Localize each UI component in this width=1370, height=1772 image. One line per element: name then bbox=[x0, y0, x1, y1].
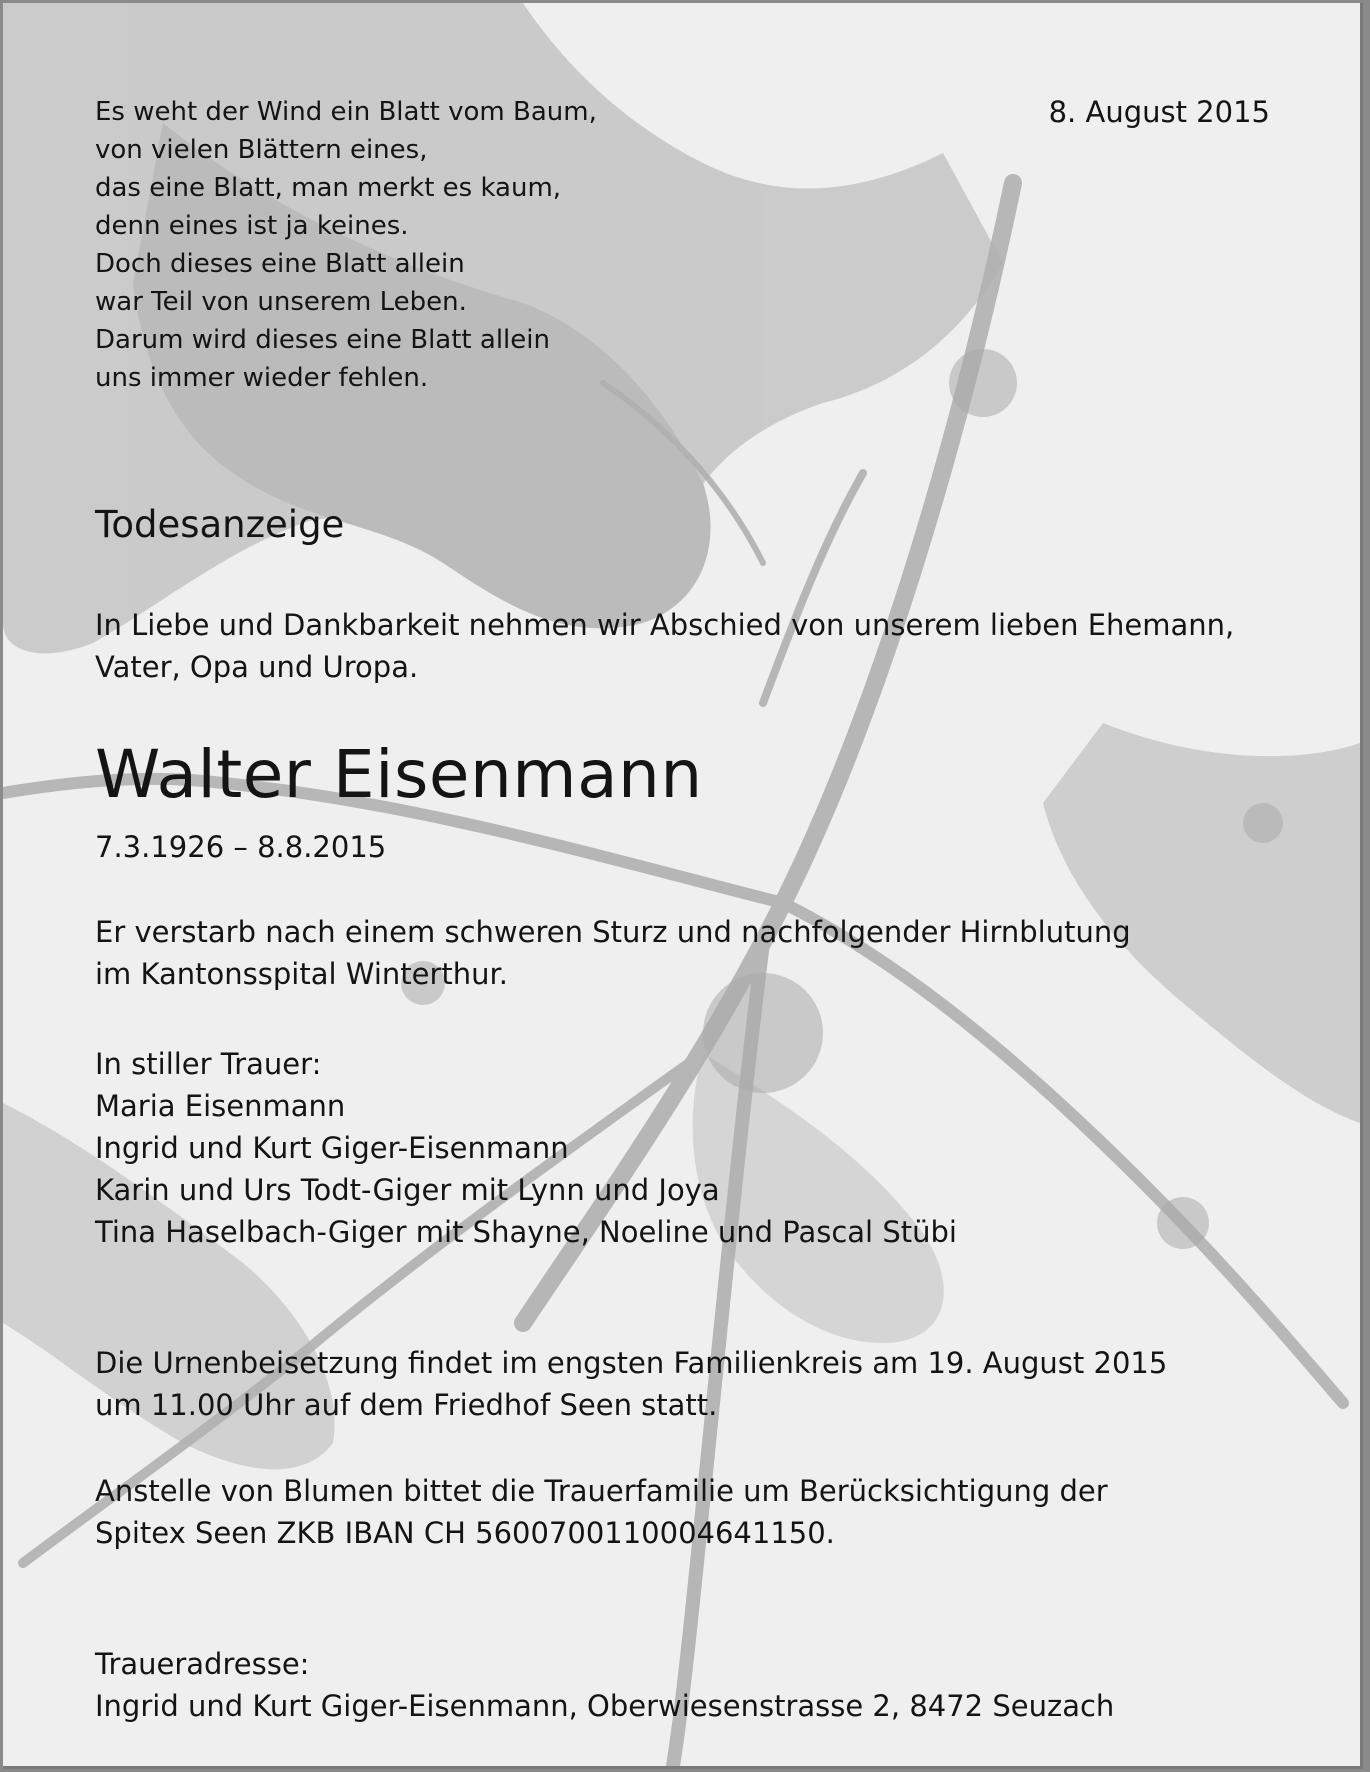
mourner-item: Karin und Urs Todt-Giger mit Lynn und Joya bbox=[95, 1173, 720, 1207]
donation-paragraph bbox=[95, 1470, 1108, 1554]
deceased-name: Walter Eisenmann bbox=[95, 736, 703, 813]
poem-line: Darum wird dieses eine Blatt allein bbox=[95, 325, 550, 355]
intro-paragraph bbox=[95, 604, 1234, 688]
poem-line: uns immer wieder fehlen. bbox=[95, 363, 429, 393]
page-title: Todesanzeige bbox=[95, 503, 345, 546]
address-line: Ingrid und Kurt Giger-Eisenmann, Oberwiesenstrasse 2, 8472 Seuzach bbox=[95, 1689, 1115, 1723]
burial-paragraph bbox=[95, 1342, 1167, 1426]
donation-line: Spitex Seen ZKB IBAN CH 5600700110004641150. bbox=[95, 1516, 835, 1550]
intro-line: In Liebe und Dankbarkeit nehmen wir Abschied von unserem lieben Ehemann, bbox=[95, 608, 1235, 642]
burial-line: Die Urnenbeisetzung findet im engsten Familienkreis am 19. August 2015 bbox=[95, 1346, 1168, 1380]
poem bbox=[95, 93, 597, 397]
obituary-page bbox=[3, 3, 1363, 1769]
poem-line: Doch dieses eine Blatt allein bbox=[95, 249, 465, 279]
mourner-item: Maria Eisenmann bbox=[95, 1089, 346, 1123]
publication-date: 8. August 2015 bbox=[1048, 95, 1270, 129]
intro-line: Vater, Opa und Uropa. bbox=[95, 650, 419, 684]
mourner-item: Ingrid und Kurt Giger-Eisenmann bbox=[95, 1131, 569, 1165]
mourners-heading: In stiller Trauer: bbox=[95, 1047, 322, 1081]
poem-line: denn eines ist ja keines. bbox=[95, 211, 409, 241]
poem-line: war Teil von unserem Leben. bbox=[95, 287, 467, 317]
cause-line: im Kantonsspital Winterthur. bbox=[95, 957, 508, 991]
cause-line: Er verstarb nach einem schweren Sturz und nachfolgender Hirnblutung bbox=[95, 915, 1131, 949]
life-dates: 7.3.1926 – 8.8.2015 bbox=[95, 830, 387, 864]
address-label: Traueradresse: bbox=[95, 1647, 310, 1681]
donation-line: Anstelle von Blumen bittet die Trauerfamilie um Berücksichtigung der bbox=[95, 1474, 1108, 1508]
poem-line: von vielen Blättern eines, bbox=[95, 135, 428, 165]
mourner-item: Tina Haselbach-Giger mit Shayne, Noeline und Pascal Stübi bbox=[95, 1215, 957, 1249]
mourning-address bbox=[95, 1643, 1114, 1727]
poem-line: Es weht der Wind ein Blatt vom Baum, bbox=[95, 97, 597, 127]
mourners-list bbox=[95, 1043, 957, 1253]
burial-line: um 11.00 Uhr auf dem Friedhof Seen statt. bbox=[95, 1388, 718, 1422]
cause-paragraph bbox=[95, 911, 1131, 995]
poem-line: das eine Blatt, man merkt es kaum, bbox=[95, 173, 562, 203]
